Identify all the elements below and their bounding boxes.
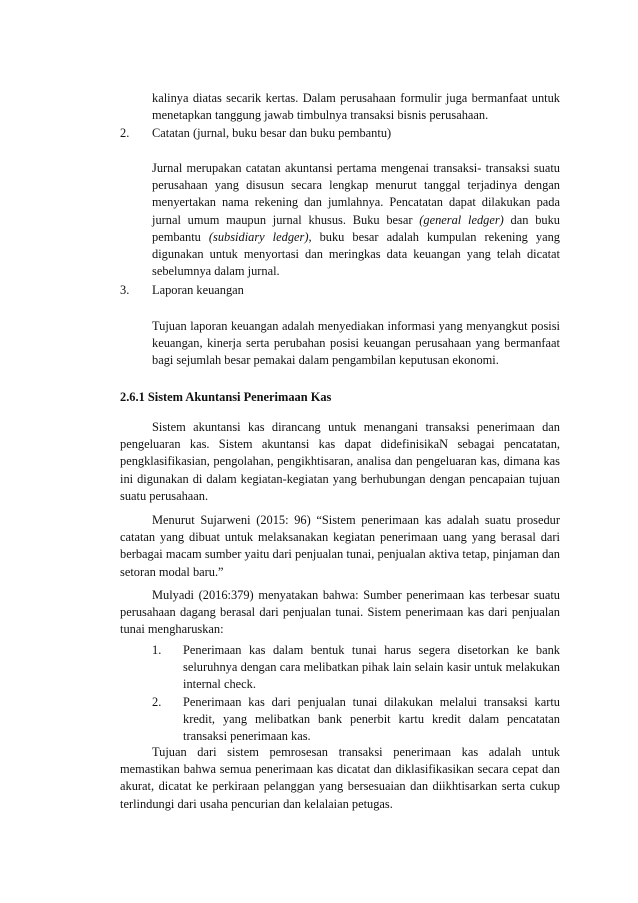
list-item-body: [152, 160, 560, 280]
sublist-number: 1.: [152, 643, 162, 657]
body-text: Jurnal merupakan catatan akuntansi pertama mengenai transaksi- transaksi suatu perusahaan yang disusun secara lengkap menurut tanggal terjadinya dengan menyertakan nama rekening dan jumlahnya. Pencatatan dapat dilakukan pada jurnal umum maupun jurnal khusus. Buku besar: [152, 161, 560, 227]
section-heading: 2.6.1 Sistem Akuntansi Penerimaan Kas: [120, 390, 332, 404]
paragraph: Mulyadi (2016:379) menyatakan bahwa: Sumber penerimaan kas terbesar suatu perusahaan dagang berasal dari penjualan tunai. Sistem penerimaan kas dari penjualan tunai mengharuskan:: [120, 588, 560, 637]
list-item-number: 3.: [120, 283, 130, 297]
list-item-title: Catatan (jurnal, buku besar dan buku pembantu): [152, 126, 392, 140]
sublist-number: 2.: [152, 695, 162, 709]
sublist-text: Penerimaan kas dalam bentuk tunai harus segera disetorkan ke bank seluruhnya dengan cara melibatkan pihak lain selain kasir untuk melakukan internal check.: [183, 643, 560, 692]
body-text: dan buku pembantu: [152, 212, 560, 244]
closing-paragraph: Tujuan dari sistem pemrosesan transaksi penerimaan kas adalah untuk memastikan bahwa semua penerimaan kas dicatat dan diklasifikasikan secara cepat dan akurat, dicatat ke perkiraan pelanggan yang bersesuaian dan diikhtisarkan serta cukup terlindungi dari usaha pencurian dan kelalaian petugas.: [120, 745, 560, 811]
list-item-title: Laporan keuangan: [152, 283, 244, 297]
body-text: , buku besar adalah kumpulan rekening yang digunakan untuk menyortasi dan meringkas data keuangan yang telah dicatat sebelumnya dalam jurnal.: [152, 229, 560, 279]
italic-term: (general ledger): [419, 212, 504, 227]
italic-term: (subsidiary ledger): [208, 229, 309, 244]
list-item-body: Tujuan laporan keuangan adalah menyediakan informasi yang menyangkut posisi keuangan, kinerja serta perubahan posisi keuangan perusahaan yang bermanfaat bagi sejumlah besar pemakai dalam pengambilan keputusan ekonomi.: [152, 319, 560, 368]
paragraph: Sistem akuntansi kas dirancang untuk menangani transaksi penerimaan dan pengeluaran kas. Sistem akuntansi kas dapat didefinisikaN sebagai pencatatan, pengklasifikasian, pengolahan, pengikhtisaran, analisa dan pengeluaran kas, dimana kas ini digunakan di dalam kegiatan-kegiatan yang berhubungan dengan pencapaian tujuan suatu perusahaan.: [120, 420, 560, 503]
paragraph: Menurut Sujarweni (2015: 96) “Sistem penerimaan kas adalah suatu prosedur catatan yang dibuat untuk melaksanakan kegiatan penerimaan uang yang berasal dari berbagai macam sumber yaitu dari penjualan tunai, penjualan aktiva tetap, pinjaman dan setoran modal baru.”: [120, 513, 560, 579]
list-item-number: 2.: [120, 126, 130, 140]
sublist-text: Penerimaan kas dari penjualan tunai dilakukan melalui transaksi kartu kredit, yang melibatkan bank penerbit kartu kredit dalam pencatatan transaksi penerimaan kas.: [183, 695, 560, 744]
intro-continuation: kalinya diatas secarik kertas. Dalam perusahaan formulir juga bermanfaat untuk menetapkan tanggung jawab timbulnya transaksi bisnis perusahaan.: [152, 91, 560, 123]
